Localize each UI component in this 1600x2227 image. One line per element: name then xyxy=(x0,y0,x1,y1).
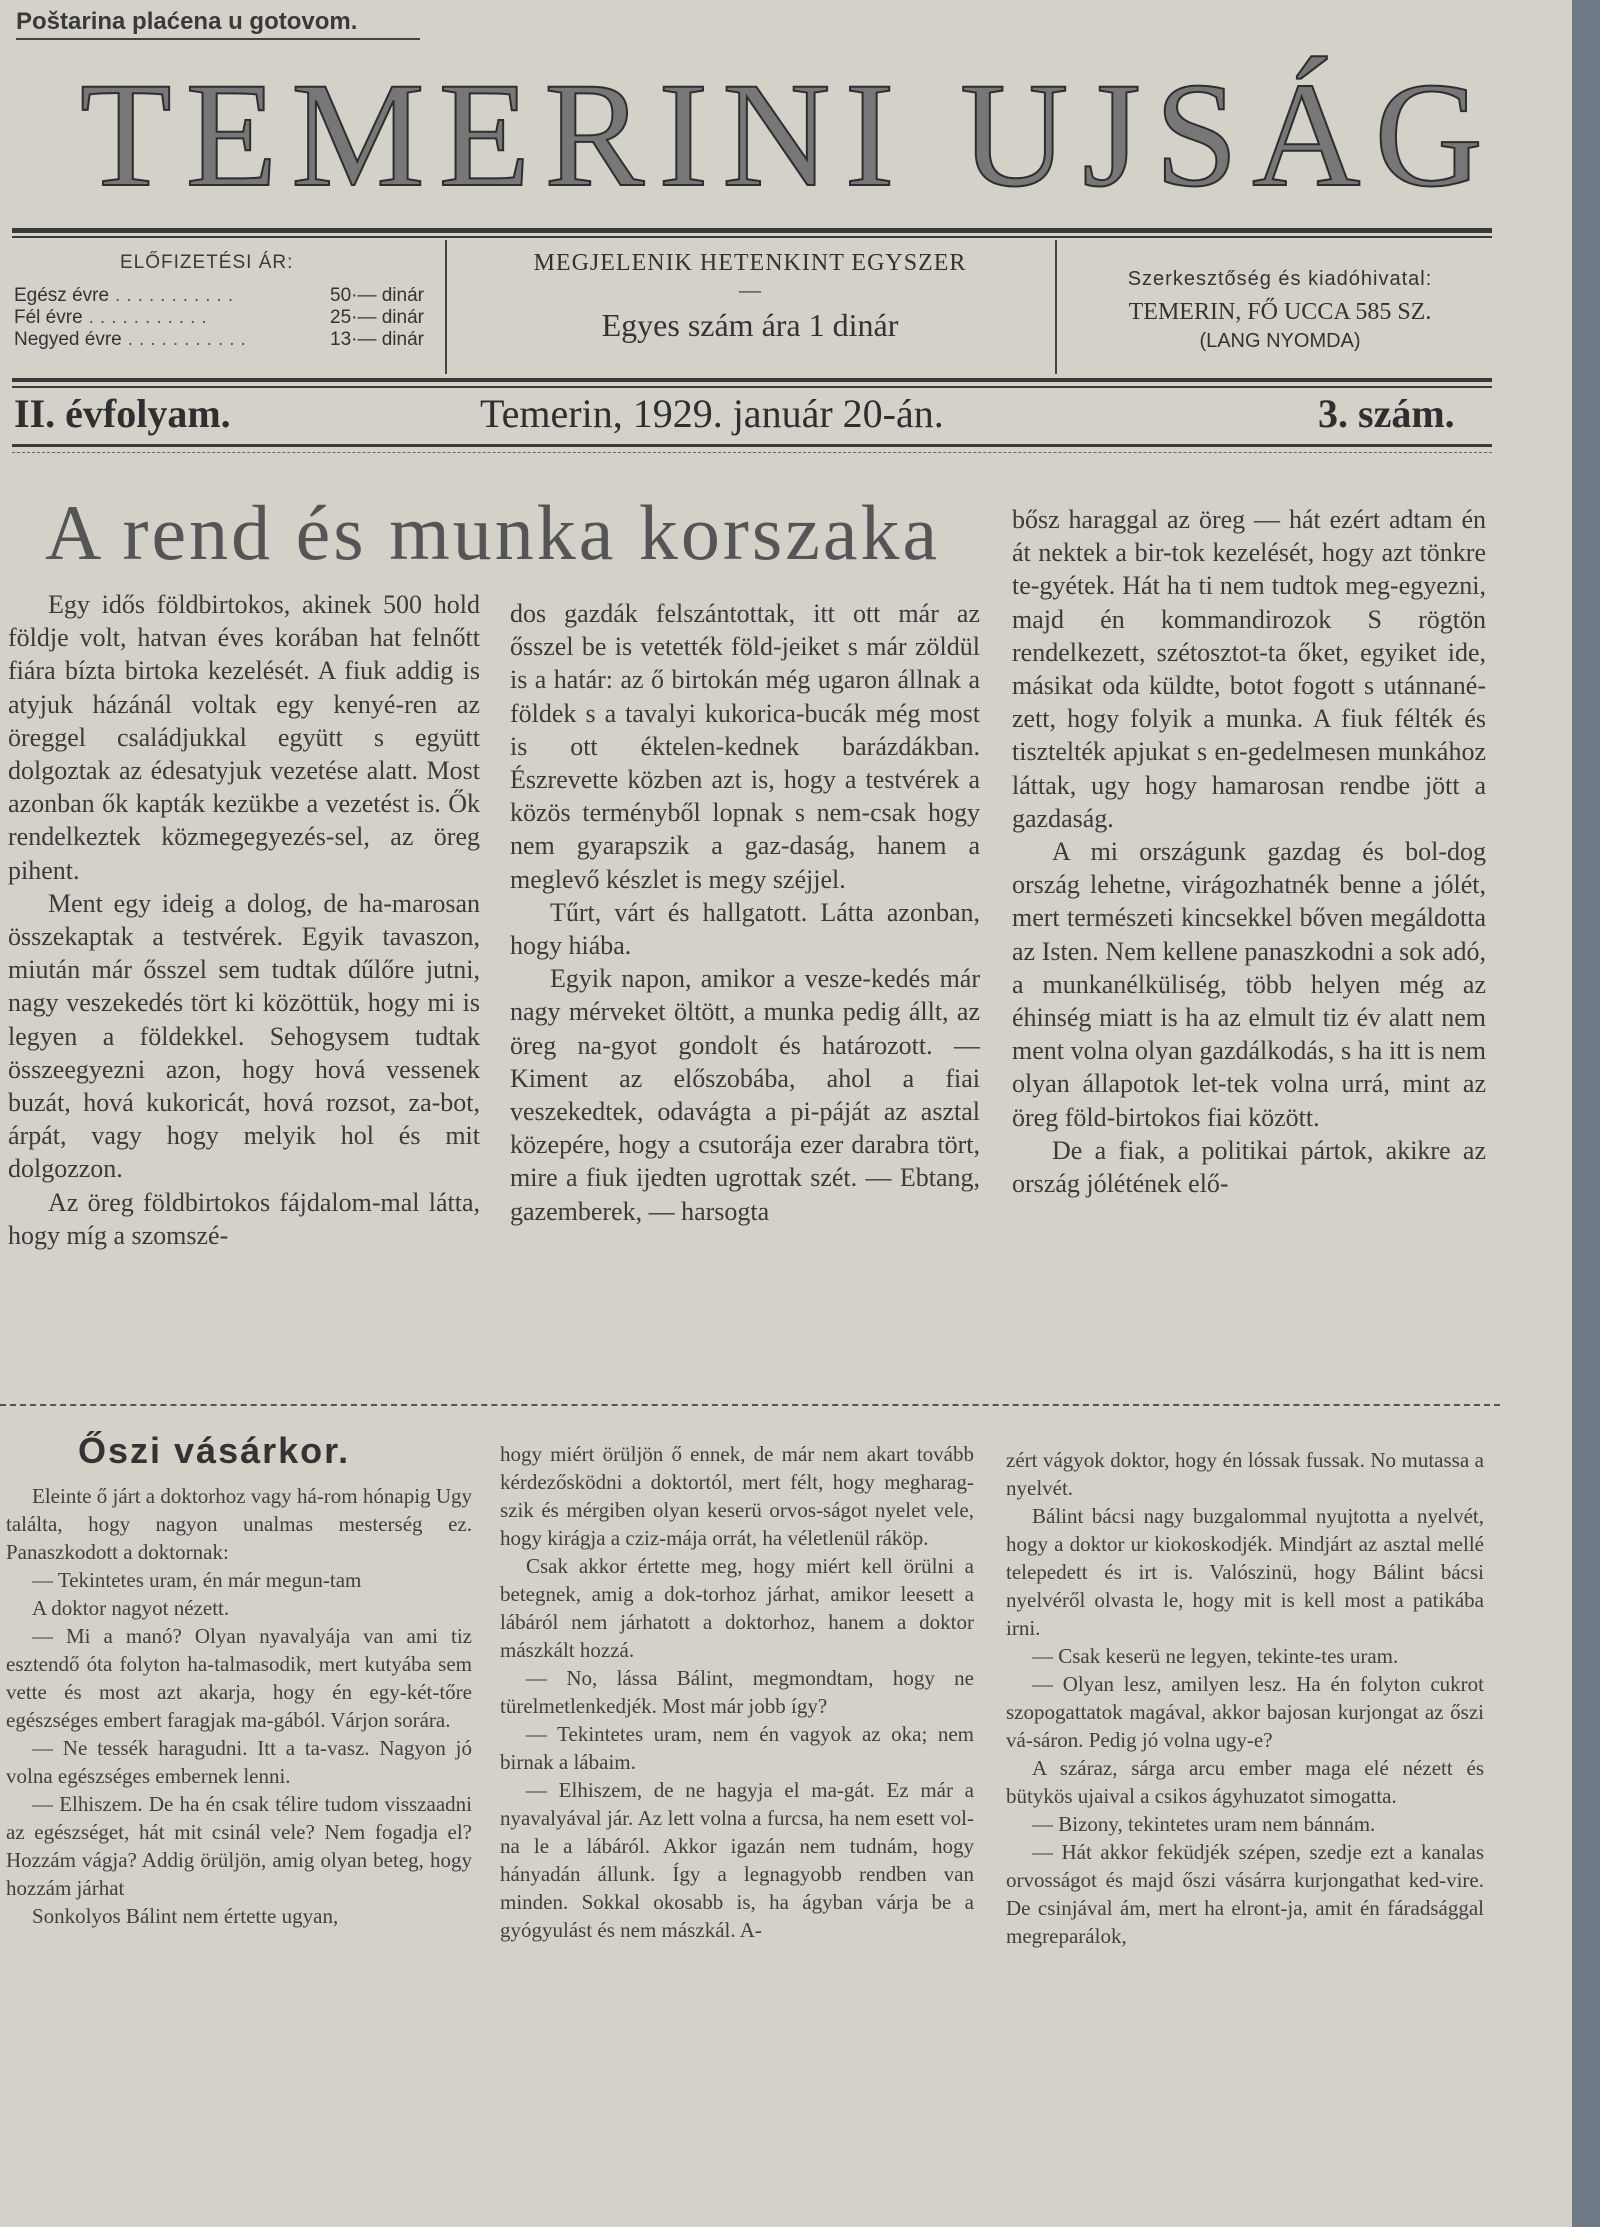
paragraph: dos gazdák felszántottak, itt ott már az ősszel be is vetették föld-jeiket s már zöldül is a határ: az ő birtokán még ugaron állnak a földek s a tavalyi kukorica-bucák még most is ott éktelen-kednek barázdákban. Észrevette közben azt is, hogy a testvérek a közös terményből lopnak s nem-csak hogy nem gyarapszik a gaz-daság, hanem a meglevő készlet is megy széjjel. xyxy=(510,599,980,894)
publisher-address: TEMERIN, FŐ UCCA 585 SZ. xyxy=(1128,299,1432,325)
paragraph: — Mi a manó? Olyan nyavalyája van ami tiz esztendő óta folyton ha-talmasodik, mert kutyába sem vette és most azt akarja, hogy én egy-két-tőre egészséges embert faragjak ma-gából. Várjon sorára. xyxy=(6,1624,472,1732)
paragraph: — Ne tessék haragudni. Itt a ta-vasz. Nagyon jó volna egészséges embernek lenni. xyxy=(6,1736,472,1788)
paragraph: — Elhiszem. De ha én csak télire tudom visszaadni az egészséget, hát mit csinál vele? Nem fogadja el? Hozzám vágja? Addig örüljön, amig olyan beteg, hogy hozzám járhat xyxy=(6,1792,472,1900)
paragraph: — Elhiszem, de ne hagyja el ma-gát. Ez már a nyavalyával jár. Az lett volna a furcsa, ha nem esett vol-na le a lábáról. Akkor igazán nem tudnám, hogy hányadán állunk. Így a legnagyobb rendben van minden. Sokkal okosabb is, ha ágyban várja be a gyógyulást és nem mászkál. A- xyxy=(500,1778,974,1942)
paragraph: — Csak keserü ne legyen, tekinte-tes uram. xyxy=(1032,1644,1399,1668)
paragraph: — Olyan lesz, amilyen lesz. Ha én folyton cukrot szopogattatok magával, akkor bajosan kurjongat az őszi vá-sáron. Pedig jó volna ugy-e? xyxy=(1006,1672,1484,1752)
separator-dash: — xyxy=(739,277,761,302)
issue-price: Egyes szám ára 1 dinár xyxy=(601,307,899,343)
story-column-2 xyxy=(500,1440,974,1944)
masthead-rule-thin xyxy=(12,236,1492,238)
section-divider xyxy=(0,1404,1500,1406)
paragraph: Az öreg földbirtokos fájdalom-mal látta, hogy míg a szomszé- xyxy=(8,1187,480,1250)
issue-number: 3. szám. xyxy=(1318,391,1455,436)
masthead-title: TEMERINI UJSÁG xyxy=(80,52,1497,218)
header-divider-right xyxy=(1055,240,1057,374)
dateline-rule-bottom xyxy=(12,444,1492,447)
paragraph: A száraz, sárga arcu ember maga elé nézett és bütykös ujaival a csikos ágyhuzatot simogatta. xyxy=(1006,1756,1484,1808)
paragraph: Eleinte ő járt a doktorhoz vagy há-rom hónapig Ugy találta, hogy nagyon unalmas mesterség ez. Panaszkodott a doktornak: xyxy=(6,1484,472,1564)
paragraph: A mi országunk gazdag és bol-dog ország lehetne, virágozhatnék benne a jólét, mert természeti kincsekkel bőven megáldotta az Isten. Nem kellene panaszkodni a sok adó, a munkanélküliség, több helyen még az éhinség miatt is ha az elmult tiz év alatt nem ment volna olyan gazdálkodás, s ha itt is nem olyan állapotok let-tek volna urrá, mint az öreg föld-birtokos fiai között. xyxy=(1012,837,1486,1132)
paragraph: — Hát akkor feküdjék szépen, szedje ezt a kanalas orvosságot és majd őszi vásárra kurjongathat ked-vire. De csinjával ám, mert ha elront-ja, amit én fáradsággal megreparálok, xyxy=(1006,1840,1484,1948)
section-title: Őszi vásárkor. xyxy=(78,1430,351,1471)
subscription-row: Egész évre ........... 50·— dinár xyxy=(14,285,424,306)
subscription-row: Fél évre ........... 25·— dinár xyxy=(14,307,424,328)
article-headline: A rend és munka korszaka xyxy=(45,489,941,576)
volume-number: II. évfolyam. xyxy=(14,391,231,436)
paragraph: zért vágyok doktor, hogy én lóssak fussak. No mutassa a nyelvét. xyxy=(1006,1448,1484,1500)
masthead-rule xyxy=(12,228,1492,233)
paragraph: Bálint bácsi nagy buzgalommal nyujtotta a nyelvét, hogy a doktor ur kiokoskodjék. Mindjárt az asztal mellé telepedett és irt is. Valószinü, hogy Bálint bácsi nyelvéről olvasta le, hogy mit is kell most a patikába irni. xyxy=(1006,1504,1484,1640)
paragraph: — No, lássa Bálint, megmondtam, hogy ne türelmetlenkedjék. Most már jobb így? xyxy=(500,1666,974,1718)
paragraph: Tűrt, várt és hallgatott. Látta azonban, hogy hiába. xyxy=(510,897,980,961)
subscription-label: ELŐFIZETÉSI ÁR: xyxy=(120,252,294,273)
paragraph: Ment egy ideig a dolog, de ha-marosan összekaptak a testvérek. Egyik tavaszon, miután már ősszel sem tudtak dűlőre jutni, nagy veszekedés tört ki közöttük, hogy mi is legyen a földekkel. Sehogysem tudtak összeegyezni azon, hogy hová vessenek buzát, hová kukoricát, hová rozsot, za-bot, árpát, vagy hogy melyik hol és mit dolgozzon. xyxy=(8,888,480,1184)
dateline-rule-top-thin xyxy=(12,386,1492,388)
subscription-row: Negyed évre ........... 13·— dinár xyxy=(14,329,424,350)
paragraph: De a fiak, a politikai pártok, akikre az ország jólétének elő- xyxy=(1012,1135,1486,1199)
paragraph: Sonkolyos Bálint nem értette ugyan, xyxy=(32,1904,339,1928)
paragraph: — Bizony, tekintetes uram nem bánnám. xyxy=(1032,1812,1376,1836)
article-column-3 xyxy=(1012,503,1486,1200)
header-divider-left xyxy=(445,240,447,374)
postage-note: Poštarina plaćena u gotovom. xyxy=(16,8,420,40)
paragraph: Csak akkor értette meg, hogy miért kell örülni a betegnek, amig a dok-torhoz járhat, amikor leesett a lábáról nem járhatott a doktorhoz, hanem a doktor mászkált hozzá. xyxy=(500,1554,974,1662)
issue-date: Temerin, 1929. január 20-án. xyxy=(480,391,944,436)
publication-info xyxy=(450,250,1050,344)
paragraph: bősz haraggal az öreg — hát ezért adtam én át nektek a bir-tok kezelését, hogy azt tönkre te-gyétek. Hát ha ti nem tudtok meg-egyezni, majd én kommandirozok S rögtön rendelkezett, szétosztot-ta őket, egyiket ide, másikat oda küldte, botot fogott s utánnané-zett, hogy folyik a munka. A fiuk félték és tisztelték apjukat s en-gedelmesen munkához láttak, ugy hogy hamarosan rendbe jött a gazdaság. xyxy=(1012,505,1486,833)
frequency-text: MEGJELENIK HETENKINT EGYSZER xyxy=(533,250,967,276)
story-column-3 xyxy=(1006,1446,1484,1950)
paragraph: Egyik napon, amikor a vesze-kedés már nagy mérveket öltött, a munka pedig állt, az öreg na-gyot gondolt és határozott. — Kiment az előszobába, ahol a fiai veszekedtek, odavágta a pi-páját az asztal közepére, hogy a csutorája ezer darabra tört, mire a fiuk ijedten ugrottak szét. — Ebtang, gazemberek, — harsogta xyxy=(510,964,980,1226)
publisher-info xyxy=(1060,268,1500,353)
printer-name: (LANG NYOMDA) xyxy=(1199,330,1361,352)
dateline-rule-top xyxy=(12,378,1492,382)
paragraph: — Tekintetes uram, én már megun-tam xyxy=(32,1568,362,1592)
article-column-2 xyxy=(510,597,980,1228)
paragraph: Egy idős földbirtokos, akinek 500 hold földje volt, hatvan éves korában hat felnőtt fiára bízta birtoka kezelését. A fiuk addig is atyjuk házánál voltak egy kenyé-ren az öreggel családjukkal együtt s együtt dolgoztak az édesatyjuk vezetése alatt. Most azonban ők kapták kezükbe a vezetést is. Ők rendelkeztek közmegegyezés-sel, az öreg pihent. xyxy=(8,590,480,885)
paragraph: hogy miért örüljön ő ennek, de már nem akart tovább kérdezősködni a doktortól, mert félt, hogy megharag-szik és mérgiben olyan keserü orvos-ságot nyelet vele, hogy kirágja a cziz-mája orrát, ha véletlenül ráköp. xyxy=(500,1442,974,1550)
editorial-office-label: Szerkesztőség és kiadóhivatal: xyxy=(1127,268,1433,290)
paragraph: — Tekintetes uram, nem én vagyok az oka; nem birnak a lábaim. xyxy=(500,1722,974,1774)
story-column-1 xyxy=(6,1482,472,1930)
paragraph: A doktor nagyot nézett. xyxy=(32,1596,230,1620)
binding-edge xyxy=(1572,0,1600,2227)
article-column-1 xyxy=(8,588,480,1252)
dateline-rule-bottom-dashed xyxy=(12,452,1492,453)
